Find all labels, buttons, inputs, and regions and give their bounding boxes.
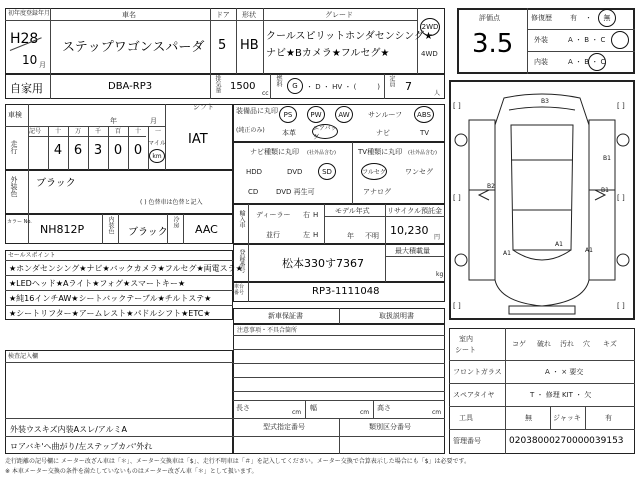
- sales-line-1: ★ホンダセンシング★ナビ★バックカメラ★フルセグ★両電スラ★: [9, 264, 243, 273]
- max-load-kg: kg: [436, 271, 444, 278]
- mileage-unit-label: 一: [154, 128, 161, 135]
- equip-navi: ナビ: [376, 129, 390, 137]
- capacity-label: 定員: [388, 75, 395, 87]
- equipment-subtitle: (純正のみ): [236, 127, 265, 134]
- model-year-unknown: 不明: [365, 232, 379, 240]
- damage-label-1: B3: [541, 98, 549, 105]
- km-unit: km: [149, 149, 165, 163]
- exterior-color-value: ブラック: [36, 178, 76, 189]
- dim-width: 幅: [310, 404, 317, 412]
- equipment-title: 装備品に丸印: [236, 107, 278, 115]
- mileage-digit: 0: [113, 143, 123, 158]
- grade-line1: クールスピリットホンダセンシング★: [266, 31, 433, 42]
- name-label: 車名: [122, 11, 136, 19]
- footer-line-1: 走行距離の記号欄に メーター改ざん車は「＊」、メーター交換車は「$」、走行不明車は「＃」を記入してください。メーター交換で合算表示した場合にも「$」は必要です。: [5, 458, 471, 465]
- import-right: 右: [303, 211, 310, 219]
- owner-manual: 取扱説明書: [379, 312, 414, 320]
- displacement: 1500: [230, 81, 256, 92]
- svg-text:[ ]: [ ]: [617, 194, 625, 202]
- sales-line-2: ★LEDヘッド★Aライト★フォグ★スマートキー★: [9, 279, 186, 288]
- svg-text:[ ]: [ ]: [617, 102, 625, 110]
- recycle-yen: 円: [434, 234, 441, 241]
- mileage-unit-label: 十: [134, 128, 141, 135]
- svg-text:[ ]: [ ]: [453, 302, 461, 310]
- import-handle-2: H: [313, 231, 319, 239]
- mileage-unit-label: 千: [94, 128, 101, 135]
- mileage-unit-label: 万: [74, 128, 81, 135]
- equip-sunroof: サンルーフ: [368, 111, 403, 119]
- svg-text:[ ]: [ ]: [453, 194, 461, 202]
- registration-plate: 松本330す7367: [282, 257, 364, 270]
- exterior-color-label: 外装色: [10, 176, 18, 197]
- fuel-label: 燃料: [275, 75, 282, 87]
- inspector-box: [5, 350, 233, 454]
- import-parallel: 並行: [266, 231, 280, 239]
- navi-hdd: HDD: [246, 168, 263, 176]
- interior-selected-circle: [588, 53, 606, 71]
- people-unit: 人: [434, 90, 441, 97]
- navi-cd: CD: [248, 188, 259, 196]
- tv-note: (社外品含む): [408, 150, 437, 156]
- import-label: 輸入車: [238, 210, 245, 228]
- navi-note: (社外品含む): [307, 150, 336, 156]
- era-year: H28: [10, 31, 39, 47]
- color-no-label: カラー No.: [7, 219, 32, 225]
- dim-height: 高さ: [377, 404, 391, 412]
- interior-grades: A ・ B ・ C: [568, 58, 606, 66]
- management-number: 02038000270000039153: [509, 436, 624, 446]
- tv-oneseg: ワンセグ: [405, 168, 433, 176]
- mileage-digit: 0: [133, 143, 143, 158]
- reg-month: 10: [22, 53, 38, 67]
- damage-label-3: B2: [487, 183, 495, 190]
- damage-label-4: B1: [601, 187, 609, 194]
- repair-sep: ・: [585, 14, 592, 22]
- dim-width-cm: cm: [360, 409, 370, 416]
- management-label: 管理番号: [453, 437, 481, 445]
- grade-label: グレード: [325, 11, 353, 19]
- damage-label-7: A1: [585, 247, 593, 254]
- doors: 5: [218, 38, 227, 53]
- seat-item-1: コゲ: [512, 340, 526, 348]
- recycle-amount: 10,230: [390, 224, 429, 237]
- tools-label: 工具: [459, 414, 473, 422]
- color-no: NH812P: [40, 223, 85, 236]
- mileage-label: 走行: [10, 140, 18, 154]
- exterior-color-note: ( ) 色替車は色替と記入: [140, 199, 203, 206]
- glass-label: フロントガラス: [453, 368, 502, 376]
- seat-label-1: 室内: [459, 335, 473, 343]
- seat-item-2: 破れ: [537, 340, 551, 348]
- inspection-label: 車検: [8, 111, 22, 119]
- dim-height-cm: cm: [432, 409, 442, 416]
- equip-tv: TV: [420, 129, 430, 137]
- reg-label: 初年度登録年月: [8, 10, 51, 17]
- import-dealer: ディーラー: [256, 211, 291, 219]
- svg-text:[ ]: [ ]: [453, 102, 461, 110]
- model-year-label: モデル年式: [335, 207, 370, 215]
- spare-label: スペアタイヤ: [453, 391, 495, 399]
- notes-label: 注意事項・不具合箇所: [237, 327, 298, 334]
- score-value: 3.5: [472, 29, 514, 59]
- mileage-unit-label: 十: [54, 128, 61, 135]
- model-code: DBA-RP3: [108, 81, 153, 92]
- chassis-label: 車台番号: [234, 284, 245, 296]
- spare-value: T ・ 修理 KIT ・ 欠: [530, 391, 592, 399]
- cc-unit: cc: [262, 90, 269, 97]
- inspection-month: 月: [150, 117, 157, 125]
- shape: HB: [240, 38, 259, 53]
- import-left: 左: [303, 231, 310, 239]
- car-name: ステップワゴンスパーダ: [62, 40, 205, 55]
- navi-dvd-play: DVD 再生可: [276, 188, 315, 196]
- damage-label-2: B1: [603, 155, 611, 162]
- exterior-grades: A ・ B ・ C: [568, 36, 606, 44]
- seat-item-4: 穴: [583, 340, 590, 348]
- ac-value: AAC: [195, 223, 218, 236]
- exterior-selected-circle: [611, 31, 629, 49]
- mileage-digit: 6: [73, 143, 83, 158]
- tv-analog: アナログ: [363, 188, 391, 196]
- equip-abs: ABS: [414, 106, 434, 123]
- mileage-unit-label: 記号: [28, 128, 41, 135]
- seat-label-2: シート: [455, 346, 476, 354]
- chassis-number: RP3-1111048: [312, 286, 380, 297]
- navi-title: ナビ種類に丸印: [250, 148, 299, 156]
- damage-label-5: A1: [555, 241, 563, 248]
- equip-leather: 本革: [282, 129, 296, 137]
- repair-label: 修復歴: [531, 14, 552, 22]
- equip-ps: PS: [279, 106, 297, 123]
- interior-color-label: 内装色: [107, 216, 114, 234]
- model-year-year: 年: [347, 232, 354, 240]
- fuel-gasoline: G: [287, 78, 303, 94]
- damage-label-6: A1: [503, 250, 511, 257]
- interior-color: ブラック: [128, 227, 168, 238]
- exterior-label: 外装: [534, 36, 548, 44]
- disp-label: 排気量: [214, 75, 221, 93]
- category-number: 類別区分番号: [369, 423, 411, 431]
- mileage-unit-label: 百: [114, 128, 121, 135]
- grade-line2: ナビ★Bカメラ★フルセグ★: [266, 48, 390, 59]
- sales-points-title: セールスポイント: [8, 252, 56, 259]
- equip-airbag: エアバッグ: [313, 124, 337, 141]
- equip-pw: PW: [307, 106, 325, 123]
- shift-value: IAT: [188, 132, 208, 147]
- car-diagram: [449, 80, 635, 320]
- equip-aw: AW: [335, 106, 353, 123]
- repair-no: 無: [598, 9, 616, 27]
- use-type: 自家用: [10, 82, 43, 95]
- registration-label: 登録番号: [238, 249, 245, 273]
- dim-length-cm: cm: [292, 409, 302, 416]
- capacity: 7: [405, 80, 412, 93]
- inspection-year: 年: [110, 117, 117, 125]
- inspector-label: 検査記入欄: [8, 353, 39, 360]
- navi-sd: SD: [318, 163, 336, 180]
- shape-label: 形状: [242, 11, 256, 19]
- jack-label: ジャッキ: [553, 414, 581, 422]
- month-unit: 月: [39, 61, 46, 69]
- shift-label: シフト: [193, 103, 214, 111]
- footer-line-2: ※ 本車メーター交換の条件を満たしていないものはメーター改ざん車「＊」として扱います。: [5, 468, 258, 475]
- jack-value: 有: [605, 414, 612, 422]
- tools-value: 無: [525, 414, 532, 422]
- ac-label: 冷房: [172, 216, 179, 228]
- fuel-rest: ・ D ・ HV ・ ( ): [306, 83, 381, 91]
- sales-line-4: ★シートリフター★アームレスト★パドルシフト★ETC★: [9, 309, 211, 318]
- mile-unit: マイル: [148, 140, 166, 147]
- import-handle-1: H: [313, 211, 319, 219]
- inspector-line-2: ロアバキ'ヘ曲がり/左ステップカバ'外れ: [10, 442, 153, 451]
- seat-item-3: 汚れ: [560, 340, 574, 348]
- mileage-digit: 4: [53, 143, 63, 158]
- drive-2wd: 2WD: [420, 18, 440, 36]
- model-designation: 型式指定番号: [263, 423, 305, 431]
- dim-length: 長さ: [236, 404, 250, 412]
- svg-text:[ ]: [ ]: [617, 302, 625, 310]
- seat-item-5: キズ: [603, 340, 617, 348]
- score-label: 評価点: [479, 14, 500, 22]
- tv-title: TV種類に丸印: [358, 148, 403, 156]
- mileage-digit: 3: [93, 143, 103, 158]
- glass-value: A ・ × 要交: [545, 368, 584, 376]
- drive-4wd: 4WD: [421, 50, 438, 58]
- new-car-warranty: 新車保証書: [268, 312, 303, 320]
- navi-dvd: DVD: [287, 168, 303, 176]
- repair-yes: 有: [570, 14, 577, 22]
- door-label: ドア: [216, 11, 230, 19]
- recycle-label: リサイクル預託金: [387, 207, 443, 215]
- max-load-label: 最大積載量: [395, 247, 430, 255]
- interior-label: 内装: [534, 58, 548, 66]
- inspector-line-1: 外装ウスキズ内装Aスレ/アルミA: [10, 425, 127, 434]
- tv-fullseg: フルセグ: [361, 163, 387, 180]
- sales-line-3: ★純16インチAW★シートバックテーブル★チルトステ★: [9, 294, 212, 303]
